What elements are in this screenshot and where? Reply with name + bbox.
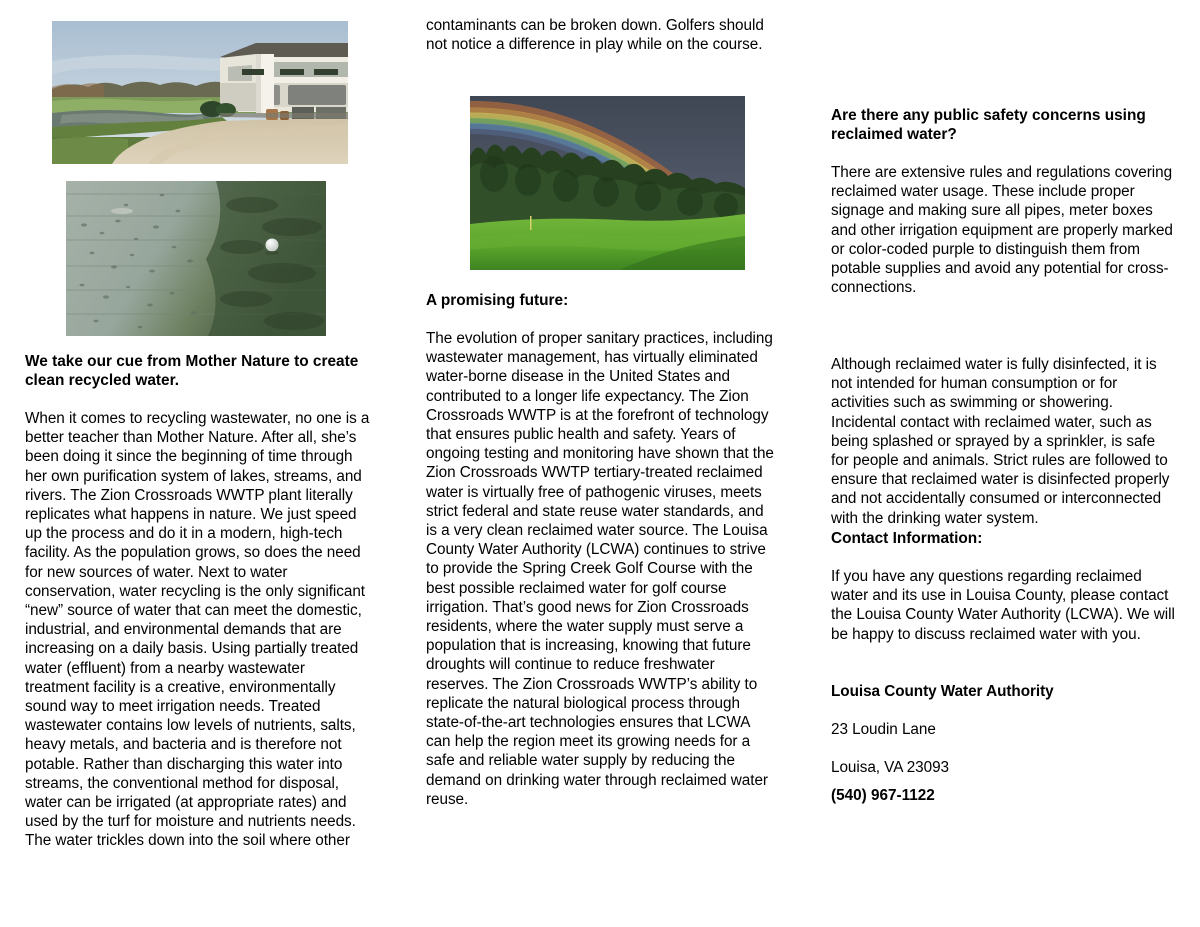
organization-name: Louisa County Water Authority bbox=[831, 683, 1054, 700]
address-line-2: Louisa, VA 23093 bbox=[831, 759, 949, 777]
contact-phone: (540) 967-1122 bbox=[831, 787, 935, 804]
rain-on-water-graphic bbox=[66, 181, 326, 336]
rainbow-photo bbox=[470, 96, 745, 270]
contact-address-block bbox=[831, 682, 1176, 778]
address-line-1: 23 Loudin Lane bbox=[831, 721, 936, 739]
right-column-heading: Are there any public safety concerns using reclaimed water? bbox=[831, 107, 1146, 144]
middle-column-continued-paragraph: contaminants can be broken down. Golfers should not notice a difference in play while on the course. bbox=[426, 17, 764, 54]
right-column-paragraph-1: There are extensive rules and regulations covering reclaimed water usage. These include proper signage and making sure all pipes, meter boxes and other irrigation equipment are properly marked or color-coded purple to distinguish them from potable supplies and avoid any potential for cross-connections. bbox=[831, 164, 1173, 297]
rain-on-water-photo bbox=[66, 181, 326, 336]
contact-information-heading: Contact Information: bbox=[831, 530, 983, 547]
left-column-heading: We take our cue from Mother Nature to create clean recycled water. bbox=[25, 353, 359, 390]
left-column-paragraph: When it comes to recycling wastewater, no one is a better teacher than Mother Nature. After all, she’s been doing it since the beginning of time through her own purification system of lakes, streams, and rivers. The Zion Crossroads WWTP plant literally replicates what happens in nature. We just speed up the process and do it in a modern, high-tech facility. As the population grows, so does the need for new sources of water. Next to water conservation, water recycling is the only significant “new” source of water that can meet the domestic, industrial, and environmental demands that are increasing on a daily basis. Using partially treated water (effluent) from a nearby wastewater treatment facility is a creative, environmentally sound way to meet irrigation needs. Treated wastewater contains low levels of nutrients, salts, heavy metals, and bacteria and is therefore not potable. Rather than discharging this water into streams, the conventional method for disposal, water can be irrigated (at appropriate rates) and used by the turf for moisture and nutrients needs. The water trickles down into the soil where other bbox=[25, 410, 370, 850]
middle-column-heading: A promising future: bbox=[426, 292, 569, 309]
clubhouse-photo bbox=[52, 21, 348, 164]
middle-column-paragraph: The evolution of proper sanitary practices, including wastewater management, has virtually eliminated water-borne disease in the United States and contributed to a longer life expectancy. The Zion Crossroads WWTP is at the forefront of technology that ensures public health and safety. Years of ongoing testing and monitoring have shown that the Zion Crossroads WWTP tertiary-treated reclaimed water is virtually free of pathogenic viruses, meets strict federal and state reuse water standards, and is a very clean reclaimed water source. The Louisa County Water Authority (LCWA) continues to strive to provide the Spring Creek Golf Course with the best possible reclaimed water for golf course irrigation. That’s good news for Zion Crossroads residents, where the water supply must serve a population that is increasing, knowing that future droughts will continue to reduce freshwater reserves. The Zion Crossroads WWTP’s ability to replicate the natural biological process through state-of-the-art technologies ensures that LCWA can help the region meet its growing needs for a safe and reliable water supply by reducing the demand on drinking water through reclaimed water reuse. bbox=[426, 330, 774, 808]
right-column-paragraph-2: Although reclaimed water is fully disinfected, it is not intended for human consumption or for activities such as swimming or showering. Incidental contact with reclaimed water, such as being splashed or sprayed by a sprinkler, is safe for people and animals. Strict rules are followed to ensure that reclaimed water is disinfected properly and not accidentally consumed or interconnected with the drinking water system. bbox=[831, 356, 1170, 527]
rainbow-photo-graphic bbox=[470, 96, 745, 270]
contact-paragraph: If you have any questions regarding reclaimed water and its use in Louisa County, please contact the Louisa County Water Authority (LCWA). We will be happy to discuss reclaimed water with you. bbox=[831, 568, 1175, 643]
clubhouse-photo-graphic bbox=[52, 21, 348, 164]
